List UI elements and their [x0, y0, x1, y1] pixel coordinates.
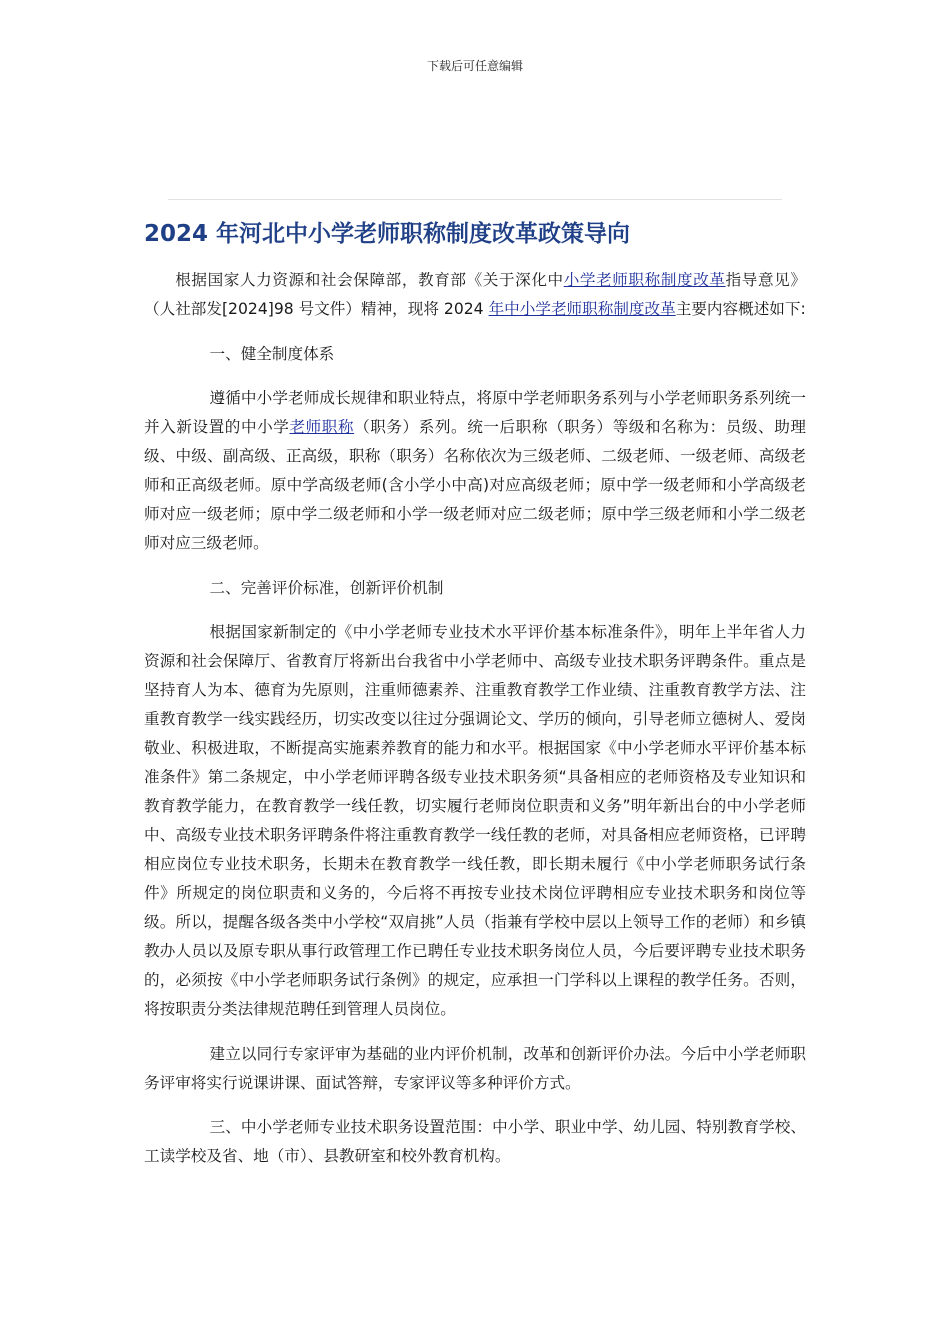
header-divider [168, 199, 782, 200]
s1-text-2: （职务）系列。统一后职称（职务）等级和名称为：员级、助理级、中级、副高级、正高级，职称（职务）名称依次为三级老师、二级老师、一级老师、高级老师和正高级老师。原中学高级老师(含小学小中高)对应高级老师；原中学一级老师和小学高级老师对应一级老师；原中学二级老师和小学一级老师对应二级老师；原中学三级老师和小学二级老师对应三级老师。 [144, 418, 806, 552]
page-title: 2024 年河北中小学老师职称制度改革政策导向 [144, 221, 631, 247]
section-3-paragraph: 三、中小学老师专业技术职务设置范围：中小学、职业中学、幼儿园、特别教育学校、工读学校及省、地（市）、县教研室和校外教育机构。 [144, 1118, 806, 1165]
intro-text-2: 指导意见》（人社部发[2024]98 号文件）精神，现将 2024 [144, 271, 806, 318]
intro-text-1: 根据国家人力资源和社会保障部，教育部《关于深化中 [175, 271, 564, 289]
section-1-paragraph [144, 384, 806, 558]
section-heading-1: 一、健全制度体系 [209, 344, 335, 363]
link-2024-reform[interactable]: 年中小学老师职称制度改革 [488, 300, 676, 318]
link-teacher-title-reform[interactable]: 小学老师职称制度改革 [563, 271, 726, 289]
header-note: 下载后可任意编辑 [426, 59, 523, 73]
section-heading-2: 二、完善评价标准，创新评价机制 [209, 578, 444, 597]
s1-text-1: 遵循中小学老师成长规律和职业特点，将原中学老师职务系列与小学老师职务系列统一并入新设置的中小学 [144, 389, 806, 436]
article-body [144, 266, 806, 1187]
intro-paragraph [144, 266, 806, 324]
intro-text-3: 主要内容概述如下: [675, 300, 806, 318]
section-2-paragraph-2: 建立以同行专家评审为基础的业内评价机制，改革和创新评价办法。今后中小学老师职务评审将实行说课讲课、面试答辩，专家评议等多种评价方式。 [144, 1044, 806, 1092]
section-2-paragraph-1: 根据国家新制定的《中小学老师专业技术水平评价基本标准条件》，明年上半年省人力资源和社会保障厅、省教育厅将新出台我省中小学老师中、高级专业技术职务评聘条件。重点是坚持育人为本、德育为先原则，注重师德素养、注重教育教学工作业绩、注重教育教学方法、注重教育教学一线实践经历，切实改变以往过分强调论文、学历的倾向，引导老师立德树人、爱岗敬业、积极进取，不断提高实施素养教育的能力和水平。根据国家《中小学老师水平评价基本标准条件》第二条规定，中小学老师评聘各级专业技术职务须“具备相应的老师资格及专业知识和教育教学能力，在教育教学一线任教，切实履行老师岗位职责和义务”明年新出台的中小学老师中、高级专业技术职务评聘条件将注重教育教学一线任教的老师，对具备相应老师资格，已评聘相应岗位专业技术职务，长期未在教育教学一线任教，即长期未履行《中小学老师职务试行条件》所规定的岗位职责和义务的，今后将不再按专业技术岗位评聘相应专业技术职务和岗位等级。所以，提醒各级各类中小学校“双肩挑”人员（指兼有学校中层以上领导工作的老师）和乡镇教办人员以及原专职从事行政管理工作已聘任专业技术职务岗位人员，今后要评聘专业技术职务的，必须按《中小学老师职务试行条例》的规定，应承担一门学科以上课程的教学任务。否则，将按职责分类法律规范聘任到管理人员岗位。 [144, 623, 806, 1018]
link-teacher-title[interactable]: 老师职称 [289, 418, 355, 436]
